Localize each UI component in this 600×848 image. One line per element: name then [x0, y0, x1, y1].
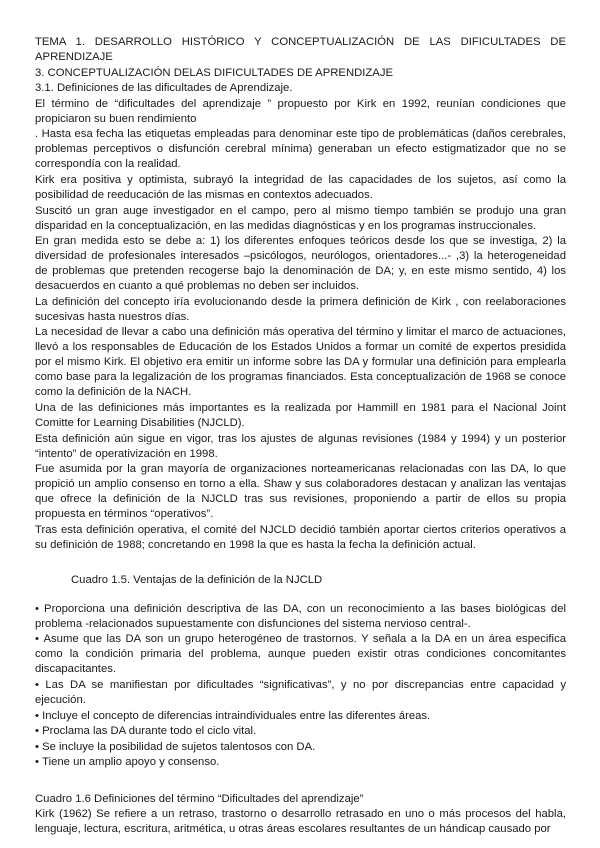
- bullet-item: • Las DA se manifiestan por dificultades “significativas”, y no por discrepancias entre capacidad y ejecución.: [35, 678, 566, 708]
- section-heading: 3. CONCEPTUALIZACIÓN DELAS DIFICULTADES DE APRENDIZAJE: [35, 66, 394, 79]
- bullet-item: • Incluye el concepto de diferencias intraindividuales entre las diferentes áreas.: [35, 709, 566, 724]
- paragraph: Tras esta definición operativa, el comité del NJCLD decidió también aportar ciertos criterios operativos a su definición de 1988; concretando en 1998 la que es hasta la fecha la definición actual.: [35, 523, 566, 551]
- paragraph: Una de las definiciones más importantes es la realizada por Hammill en 1981 para el Nacional Joint Comitte for Learning Disabilities (NJCLD).: [35, 401, 566, 429]
- paragraph: Suscitó un gran auge investigador en el campo, pero al mismo tiempo también se produjo una gran disparidad en la conceptualización, en las medidas diagnósticas y en los programas instruccionales.: [35, 204, 566, 232]
- bullet-item: • Proclama las DA durante todo el ciclo vital.: [35, 724, 566, 739]
- bullet-item: • Proporciona una definición descriptiva de las DA, con un reconocimiento a las bases biológicas del problema -relacionados supuestamente con disfunciones del sistema nervioso central-.: [35, 602, 566, 632]
- paragraph: La definición del concepto iría evolucionando desde la primera definición de Kirk , con reelaboraciones sucesivas hasta nuestros días.: [35, 295, 566, 323]
- document-page: [35, 35, 566, 838]
- bullet-item: • Tiene un amplio apoyo y consenso.: [35, 755, 566, 770]
- cuadro-1-5-title: Cuadro 1.5. Ventajas de la definición de la NJCLD: [71, 573, 323, 586]
- cuadro-1-6-title: Cuadro 1.6 Definiciones del término “Dificultades del aprendizaje”: [35, 793, 364, 806]
- bullet-item: • Se incluye la posibilidad de sujetos talentosos con DA.: [35, 740, 566, 755]
- paragraph: Kirk era positiva y optimista, subrayó la integridad de las capacidades de los sujetos, así como la posibilidad de reeducación de las mismas en contextos adecuados.: [35, 173, 566, 201]
- paragraph: Esta definición aún sigue en vigor, tras los ajustes de algunas revisiones (1984 y 1994) y un posterior “intento” de operativización en 1998.: [35, 432, 566, 460]
- paragraph: Fue asumida por la gran mayoría de organizaciones norteamericanas relacionadas con las DA, lo que propició un amplio consenso en torno a ella. Shaw y sus colaboradores destacan y analizan las ventajas que ofrece la definición de la NJCLD tras sus revisiones, proponiendo a partir de ellos su propia propuesta en términos “operativos”.: [35, 463, 566, 521]
- paragraph: . Hasta esa fecha las etiquetas empleadas para denominar este tipo de problemáticas (daños cerebrales, problemas perceptivos o disfunción cerebral mínima) generaban un efecto estigmatizador que no se correspondía con la realidad.: [35, 128, 566, 171]
- paragraph: En gran medida esto se debe a: 1) los diferentes enfoques teóricos desde los que se investiga, 2) la diversidad de profesionales interesados –psicólogos, neurólogos, orientadores...- ,3) la heterogeneidad de problemas que pretenden recogerse bajo la denominación de DA; y, en este mismo sentido, 4) los desacuerdos en cuanto a qué problemas no deben ser incluidos.: [35, 235, 566, 293]
- document-title: TEMA 1. DESARROLLO HISTÓRICO Y CONCEPTUALIZACIÓN DE LAS DIFICULTADES DE APRENDIZAJE: [35, 36, 566, 63]
- subsection-heading: 3.1. Definiciones de las dificultades de Aprendizaje.: [35, 82, 293, 95]
- paragraph: Kirk (1962) Se refiere a un retraso, trastorno o desarrollo retrasado en uno o más procesos del habla, lenguaje, lectura, escritura, aritmética, u otras áreas escolares resultantes de un hándicap causado por: [35, 808, 566, 836]
- paragraph: El término de “dificultades del aprendizaje ” propuesto por Kirk en 1992, reunían condiciones que propiciaron su buen rendimiento: [35, 97, 566, 125]
- bullet-item: • Asume que las DA son un grupo heterogéneo de trastornos. Y señala a la DA en un área especifica como la condición primaria del problema, aunque pueden existir otras condiciones concomitantes discapacitantes.: [35, 632, 566, 677]
- paragraph: La necesidad de llevar a cabo una definición más operativa del término y limitar el marco de actuaciones, llevó a los responsables de Educación de los Estados Unidos a formar un comité de expertos presidida por el mismo Kirk. El objetivo era emitir un informe sobre las DA y formular una definición para emplearla como base para la legalización de los programas financiados. Esta conceptualización de 1968 se conoce como la definición de la NACH.: [35, 326, 566, 399]
